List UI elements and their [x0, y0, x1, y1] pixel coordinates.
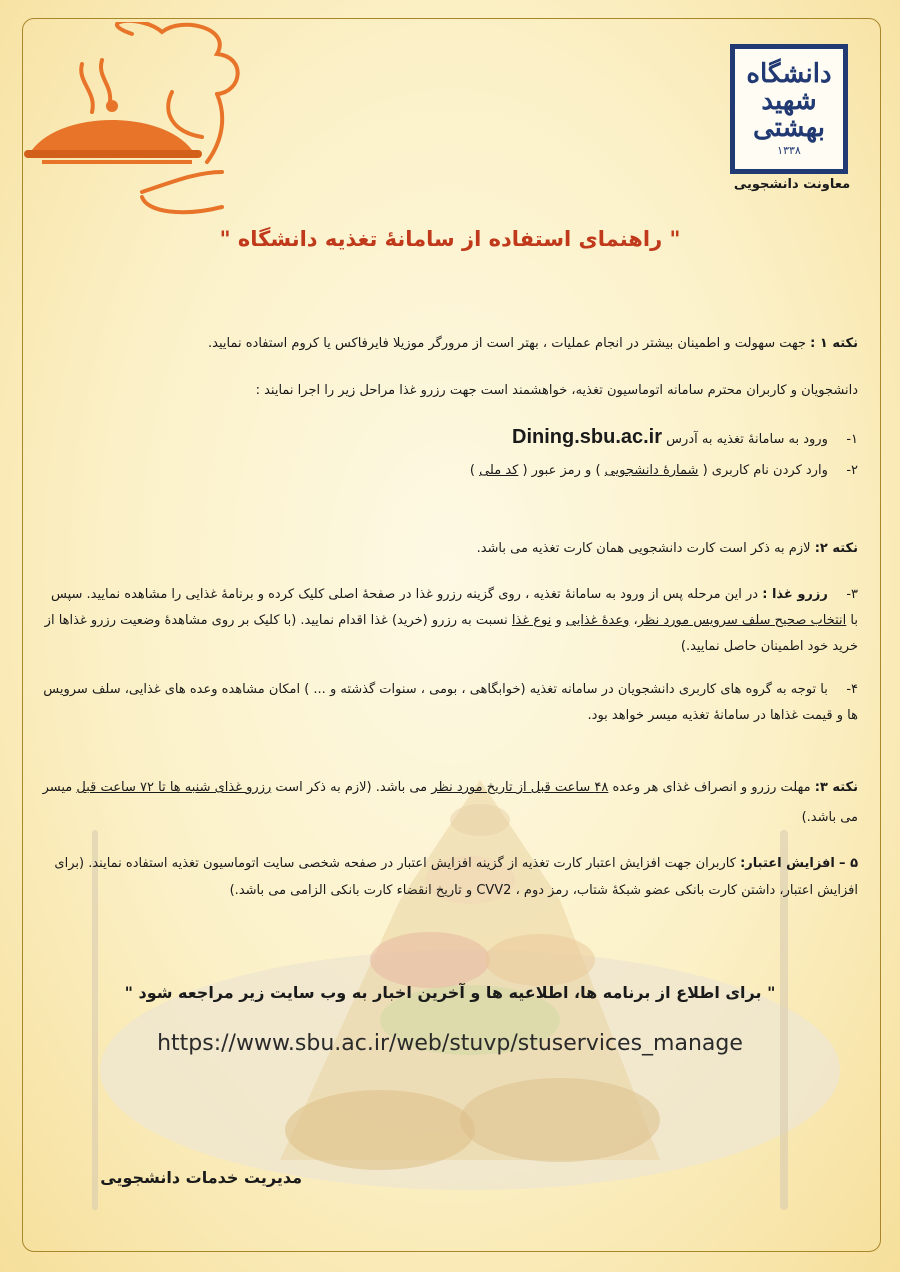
- step-3-select-cafeteria: انتخاب صحیح سلف سرویس مورد نظر: [637, 613, 847, 628]
- step-1-text: ورود به سامانۀ تغذیه به آدرس: [666, 432, 828, 447]
- step-2-text-c: ): [469, 463, 480, 478]
- step-2-username-hint: شمارۀ دانشجویی: [604, 463, 699, 478]
- note-3-label: نکته ۳:: [814, 780, 858, 795]
- note-1: [40, 331, 858, 356]
- note-2: [40, 536, 858, 561]
- note-5-number: ۵ –: [839, 856, 858, 871]
- step-3-label: رزرو غذا :: [762, 587, 828, 602]
- website-info-text: " برای اطلاع از برنامه ها، اطلاعیه ها و آخرین اخبار به وب سایت زیر مراجعه شود ": [124, 983, 776, 1002]
- step-1-number: ۱-: [846, 432, 858, 447]
- step-2-number: ۲-: [846, 463, 858, 478]
- step-3-meal: وعدۀ غذایی: [565, 613, 630, 628]
- note-3-saturday-rule: رزرو غذای شنبه ها تا ۷۲ ساعت قبل: [76, 780, 272, 795]
- page-title: " راهنمای استفاده از سامانۀ تغذیه دانشگاه ": [219, 227, 681, 251]
- note-3: [40, 773, 858, 833]
- department-name: معاونت دانشجویی: [733, 177, 851, 192]
- step-2: [470, 458, 858, 483]
- logo-year: ۱۳۳۸: [777, 144, 801, 158]
- note-1-label: نکته ۱ :: [810, 336, 858, 351]
- step-3-sep2: و: [551, 613, 566, 628]
- dining-url-link[interactable]: Dining.sbu.ac.ir: [512, 426, 663, 448]
- university-logo: [730, 44, 848, 174]
- note-3-text-c: میسر می باشد.): [42, 780, 858, 825]
- note-2-text: لازم به ذکر است کارت دانشجویی همان کارت تغذیه می باشد.: [476, 541, 815, 556]
- logo-text-line3: بهشتی: [753, 113, 825, 144]
- note-3-text-a: مهلت رزرو و انصراف غذای هر وعده: [608, 780, 815, 795]
- website-link[interactable]: https://www.sbu.ac.ir/web/stuvp/stuservices_manage: [157, 1031, 743, 1056]
- step-3-text-a: در این مرحله پس از ورود به سامانۀ تغذیه ، روی گزینه رزرو غذا در صفحۀ اصلی کلیک کرده و برنامۀ غذایی را مشاهده نمایید. سپس با: [51, 587, 858, 628]
- step-1: [512, 422, 858, 455]
- step-2-password-hint: کد ملی: [479, 463, 519, 478]
- logo-text-line1: دانشگاه: [746, 58, 832, 89]
- step-3-number: ۳-: [846, 587, 858, 602]
- step-3: [40, 582, 858, 660]
- note-3-text-b: می باشد. (لازم به ذکر است: [271, 780, 432, 795]
- note-5: [40, 850, 858, 904]
- step-2-text-a: وارد کردن نام کاربری (: [698, 463, 828, 478]
- step-4-number: ۴-: [846, 682, 858, 697]
- note-5-label: افزایش اعتبار:: [740, 856, 835, 871]
- step-3-text-b: نسبت به رزرو (خرید) غذا اقدام نمایید. (با کلیک بر روی مشاهدۀ وضعیت رزرو غذاها از خرید خود اطمینان حاصل نمایید.): [44, 613, 858, 654]
- step-3-sep1: ،: [629, 613, 638, 628]
- note-5-text: کاربران جهت افزایش اعتبار کارت تغذیه از گزینه افزایش اعتبار در صفحه شخصی سایت اتوماسیون تغذیه استفاده نمایند. (برای افزایش اعتبار، داشتن کارت بانکی عضو شبکۀ شتاب، رمز دوم ، CVV2 و تاریخ انقضاء کارت بانکی الزامی می باشد.): [54, 856, 858, 898]
- step-4: [40, 677, 858, 729]
- note-1-text: جهت سهولت و اطمینان بیشتر در انجام عملیات ، بهتر است از مرورگر موزیلا فایرفاکس یا کروم استفاده نمایید.: [208, 336, 811, 351]
- signature: مدیریت خدمات دانشجویی: [100, 1168, 302, 1187]
- step-3-food-type: نوع غذا: [511, 613, 552, 628]
- chef-icon: [22, 22, 252, 222]
- note-3-deadline: ۴۸ ساعت قبل از تاریخ مورد نظر: [431, 780, 609, 795]
- step-2-text-b: ) و رمز عبور (: [518, 463, 605, 478]
- step-4-text: با توجه به گروه های کاربری دانشجویان در سامانه تغذیه (خوابگاهی ، بومی ، سنوات گذشته و ... ) امکان مشاهده وعده های غذایی، سلف سرویس ها و قیمت غذاها در سامانۀ تغذیه میسر خواهد بود.: [43, 682, 858, 723]
- intro-text: دانشجویان و کاربران محترم سامانه اتوماسیون تغذیه، خواهشمند است جهت رزرو غذا مراحل زیر را اجرا نمایند :: [255, 383, 858, 398]
- logo-text-line2: شهید: [761, 85, 817, 116]
- note-2-label: نکته ۲:: [814, 541, 858, 556]
